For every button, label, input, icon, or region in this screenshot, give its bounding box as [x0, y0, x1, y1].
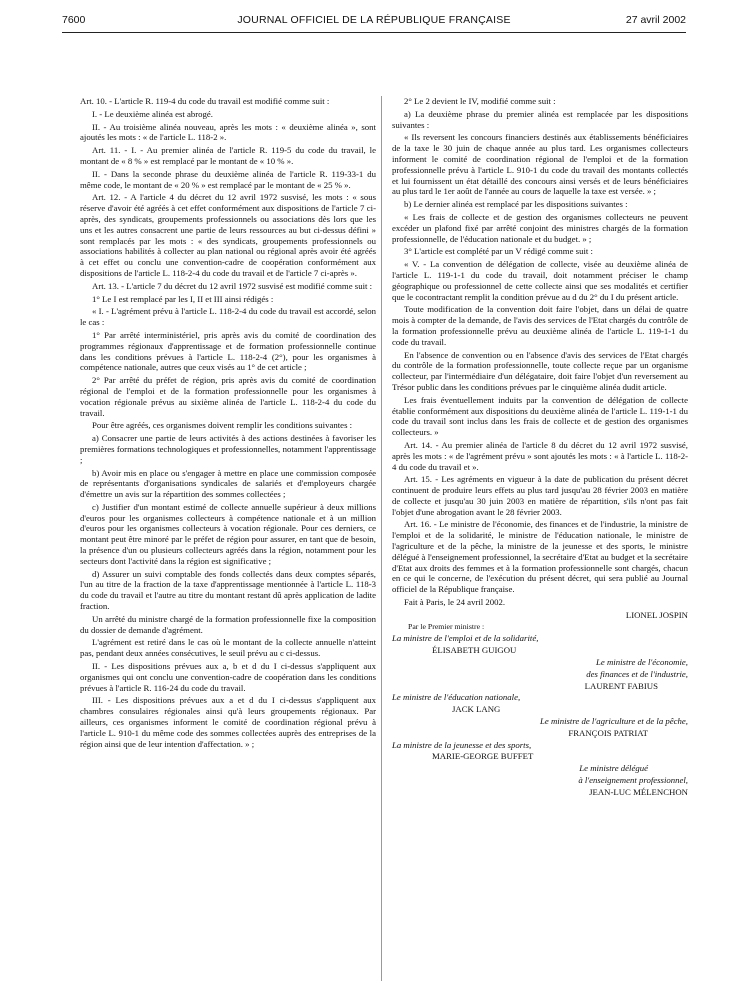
signatory-name: FRANÇOIS PATRIAT: [568, 727, 648, 738]
right-column: [392, 96, 688, 799]
paragraph: Art. 16. - Le ministre de l'économie, des finances et de l'industrie, la ministre de l'emploi et de la solidarité, le ministre de l'éducation nationale, le ministre de l'agriculture et de la pêche, la ministre de la jeunesse et des sports, le ministre délégué à l'enseignement professionnel, la secrétaire d'Etat au budget et la secrétaire d'Etat aux droits des femmes et à la formation professionnelle sont chargés, chacun en ce qui le concerne, de l'exécution du présent décret, qui sera publié au Journal officiel de la République française.: [392, 519, 688, 595]
signatory-name: ÉLISABETH GUIGOU: [432, 645, 517, 656]
paragraph: L'agrément est retiré dans le cas où le montant de la collecte annuelle n'atteint pas, pendant deux années consécutives, le seuil prévu au c ci-dessus.: [80, 637, 376, 659]
paragraph: En l'absence de convention ou en l'absence d'avis des services de l'Etat chargés du contrôle de la formation professionnelle, toute collecte reçue par un organisme collecteur, par l'intermédiaire d'un délégataire, doit faire l'objet d'un reversement au Trésor public dans les conditions prévues par le cinquième alinéa dudit article.: [392, 349, 688, 392]
publication-date: 27 avril 2002: [625, 14, 686, 26]
signatory-name: JEAN-LUC MÉLENCHON: [589, 786, 688, 797]
journal-title: JOURNAL OFFICIEL DE LA RÉPUBLIQUE FRANÇAISE: [237, 14, 511, 26]
paragraph: d) Assurer un suivi comptable des fonds collectés dans deux comptes séparés, l'un au titre de la fraction de la taxe d'apprentissage mentionnée à l'article L. 118-3 du code du travail et l'autre au titre du montant restant dû après application de ladite fraction.: [80, 568, 376, 612]
paragraph: Art. 14. - Au premier alinéa de l'article 8 du décret du 12 avril 1972 susvisé, après les mots : « de l'agrément prévu » sont ajoutés les mots : « à l'article L. 118-2-4 du code du travail et ».: [392, 439, 688, 472]
paragraph: Art. 13. - L'article 7 du décret du 12 avril 1972 susvisé est modifié comme suit :: [92, 280, 373, 291]
paragraph: « I. - L'agrément prévu à l'article L. 118-2-4 du code du travail est accordé, selon le cas :: [80, 306, 376, 328]
paragraph: III. - Les dispositions prévues aux a et d du I ci-dessus s'appliquent aux chambres consulaires régionales ainsi qu'à leurs groupements régionaux. Par ailleurs, ces organismes informent le comité de coordination régional prévu à l'article L. 910-1 du même code des sommes collectées auprès des entreprises de la région ainsi que de leur intention d'affectation. » ;: [80, 695, 376, 749]
page-header: [62, 14, 686, 32]
paragraph: Art. 12. - A l'article 4 du décret du 12 avril 1972 susvisé, les mots : « sous réserve d'avoir été agréés à cet effet conformément aux dispositions de l'article 7 ci-après, des syndicats, groupements professionnels ou associations dès lors que les uns et les autres consacrent une partie de leurs ressources au but ci-dessus défini » sont remplacés par les mots : « des syndicats, groupements professionnels ou associations habilités à collecter au plan national ou régional après avoir été agréés à cet effet ou conclu une convention-cadre de coopération conformément aux dispositions de l'article L. 118-2-4 du code du travail et de l'article 7 ci-après ».: [80, 192, 376, 278]
paragraph: b) Avoir mis en place ou s'engager à mettre en place une commission composée de représentants d'organisations syndicales de salariés et d'employeurs chargée d'émettre un avis sur la répartition des sommes collectées ;: [80, 467, 376, 500]
signatory-title: Le ministre de l'agriculture et de la pêche,: [540, 716, 688, 727]
paragraph: Les frais éventuellement induits par la convention de délégation de collecte établie conformément aux dispositions du deuxième alinéa de l'article L. 119-1-1 du code du travail sont inclus dans les frais de collecte et de gestion des organismes collecteurs. »: [392, 394, 688, 438]
signatory-title: à l'enseignement professionnel,: [578, 775, 688, 786]
paragraph: b) Le dernier alinéa est remplacé par les dispositions suivantes :: [404, 199, 628, 210]
signatory-name: LAURENT FABIUS: [584, 680, 658, 691]
signatory-name: LIONEL JOSPIN: [625, 609, 688, 620]
signature-block: [392, 610, 688, 798]
signatory-name: MARIE-GEORGE BUFFET: [432, 751, 534, 762]
paragraph: 2° Par arrêté du préfet de région, pris après avis du comité de coordination régional de l'emploi et de la formation professionnelle pour les organismes à vocation régionale prévus au sixième alinéa de l'article L. 118-2-4 du code du travail.: [80, 375, 376, 418]
signatory-title: Le ministre délégué: [579, 763, 648, 774]
signatory-name: JACK LANG: [452, 704, 501, 715]
paragraph: 2° Le 2 devient le IV, modifié comme suit :: [404, 96, 556, 106]
page-number: 7600: [62, 14, 86, 26]
signatory-title: La ministre de la jeunesse et des sports,: [392, 739, 532, 750]
left-column: [80, 96, 376, 751]
paragraph: « Ils reversent les concours financiers destinés aux établissements bénéficiaires de la taxe le 30 juin de chaque année au plus tard. Les organismes collecteurs informent le comité de coordination régional de l'emploi et de la formation professionnelle prévu à l'article L. 910-1 du code du travail des montants collectés et lui fournissent un état détaillé des concours ainsi versés et de leurs bénéficiaires au plus tard le 1er août de l'année au cours de laquelle la taxe est versée. » ;: [392, 132, 688, 197]
paragraph: Un arrêté du ministre chargé de la formation professionnelle fixe la composition du dossier de demande d'agrément.: [80, 613, 376, 635]
paragraph: Art. 11. - I. - Au premier alinéa de l'article R. 119-5 du code du travail, le montant de « 8 % » est remplacé par le montant de « 10 % ».: [80, 145, 376, 166]
paragraph: II. - Les dispositions prévues aux a, b et d du I ci-dessus s'appliquent aux organismes qui ont conclu une convention-cadre de coopération dans les conditions prévues à l'article R. 116-24 du code du travail.: [80, 661, 376, 693]
signatory-title: La ministre de l'emploi et de la solidarité,: [392, 633, 539, 644]
paragraph: Toute modification de la convention doit faire l'objet, dans un délai de quatre mois à compter de la demande, de l'avis des services de l'Etat chargés du contrôle de la formation professionnelle prévu au deuxième alinéa de l'article L. 119-1-1 du code du travail.: [392, 304, 688, 347]
paragraph: Art. 10. - L'article R. 119-4 du code du travail est modifié comme suit :: [80, 96, 330, 106]
signatory-title: Le ministre de l'économie,: [596, 657, 688, 668]
signature-intro: Par le Premier ministre :: [408, 621, 485, 631]
paragraph: Art. 15. - Les agréments en vigueur à la date de publication du présent décret continuent de produire leurs effets au plus tard jusqu'au 28 février 2003 en matière de collecte et jusqu'au 30 juin 2003 en matière de répartition, s'ils n'ont pas fait l'objet d'une abrogation avant le 28 février 2003.: [392, 474, 688, 517]
column-divider: [381, 96, 382, 981]
signatory-title: des finances et de l'industrie,: [586, 668, 688, 679]
paragraph: a) Consacrer une partie de leurs activités à des actions destinées à favoriser les premières formations technologiques et professionnelles, notamment l'apprentissage ;: [80, 433, 376, 465]
paragraph: 3° L'article est complété par un V rédigé comme suit :: [404, 246, 593, 257]
paragraph: c) Justifier d'un montant estimé de collecte annuelle supérieur à deux millions d'euros pour les organismes collecteurs à compétence nationale et à un million d'euros pour les organismes collecteurs à vocation régionale. Pour ces derniers, ce montant peut être minoré par le préfet de région pour assurer, en tant que de besoin, la présence d'un ou plusieurs collecteurs agréés dans la région, notamment pour les secteurs dont l'activité dans la région est significative ;: [80, 501, 376, 566]
paragraph: II. - Au troisième alinéa nouveau, après les mots : « deuxième alinéa », sont ajoutés les mots : « de l'article L. 118-2 ».: [80, 121, 376, 143]
signatory-title: Le ministre de l'éducation nationale,: [392, 692, 521, 703]
paragraph: a) La deuxième phrase du premier alinéa est remplacée par les dispositions suivantes :: [392, 108, 688, 130]
paragraph: Fait à Paris, le 24 avril 2002.: [404, 597, 506, 608]
paragraph: « V. - La convention de délégation de collecte, visée au deuxième alinéa de l'article L. 119-1-1 du code du travail, doit notamment préciser le champ géographique ou professionnel de cette collecte ainsi que ses modalités et certifier que le cocontractant remplit la condition prévue au d du 2° du I du présent article.: [392, 259, 688, 302]
paragraph: 1° Le I est remplacé par les I, II et III ainsi rédigés :: [92, 293, 274, 304]
paragraph: Pour être agréés, ces organismes doivent remplir les conditions suivantes :: [92, 420, 353, 431]
paragraph: II. - Dans la seconde phrase du deuxième alinéa de l'article R. 119-33-1 du même code, le montant de « 20 % » est remplacé par le montant de « 25 % ».: [80, 168, 376, 190]
paragraph: « Les frais de collecte et de gestion des organismes collecteurs ne peuvent excéder un plafond fixé par arrêté conjoint des ministres chargés de la formation professionnelle, de l'éducation nationale et du budget. » ;: [392, 211, 688, 244]
header-rule: [62, 32, 686, 33]
paragraph: I. - Le deuxième alinéa est abrogé.: [92, 108, 213, 119]
paragraph: 1° Par arrêté interministériel, pris après avis du comité de coordination des programmes régionaux d'apprentissage et de formation professionnelle continue dans les conditions prévues à l'article L. 118-2-4 (2°), pour les organismes à compétence nationale, autres que ceux visés au 1° de cet article ;: [80, 329, 376, 373]
